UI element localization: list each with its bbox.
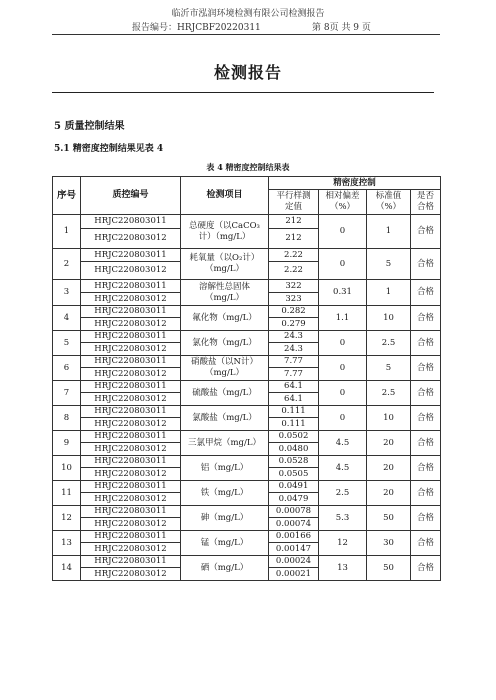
relative-deviation: 13: [319, 556, 367, 581]
qc-code: HRJC220803012: [81, 568, 181, 581]
qc-code: HRJC220803011: [81, 356, 181, 368]
row-seq: 5: [53, 331, 81, 356]
page-info: 第 8页 共 9 页: [312, 23, 371, 33]
relative-deviation: 0: [319, 249, 367, 280]
test-item: 氯化物（mg/L）: [181, 331, 269, 356]
header-item: 检测项目: [181, 177, 269, 215]
relative-deviation: 0.31: [319, 280, 367, 306]
qc-code: HRJC220803012: [81, 493, 181, 506]
pass-status: 合格: [411, 456, 441, 481]
parallel-value-2: 0.00074: [269, 518, 319, 531]
standard-value: 50: [367, 506, 411, 531]
table-row: [53, 381, 441, 393]
qc-code: HRJC220803012: [81, 418, 181, 431]
row-seq: 3: [53, 280, 81, 306]
table-row: [53, 215, 441, 229]
row-seq: 8: [53, 406, 81, 431]
qc-code: HRJC220803012: [81, 518, 181, 531]
pass-status: 合格: [411, 306, 441, 331]
parallel-value-2: 0.00147: [269, 543, 319, 556]
parallel-value-2: 0.00021: [269, 568, 319, 581]
table-row: [53, 406, 441, 418]
parallel-value-2: 0.279: [269, 318, 319, 331]
pass-status: 合格: [411, 556, 441, 581]
standard-value: 10: [367, 406, 411, 431]
qc-code: HRJC220803012: [81, 318, 181, 331]
qc-code: HRJC220803011: [81, 249, 181, 262]
parallel-value-1: 0.0491: [269, 481, 319, 493]
row-seq: 4: [53, 306, 81, 331]
pass-status: 合格: [411, 481, 441, 506]
table-row: [53, 431, 441, 443]
parallel-value-1: 2.22: [269, 249, 319, 262]
test-item: 硒（mg/L）: [181, 556, 269, 581]
qc-code: HRJC220803011: [81, 381, 181, 393]
standard-value: 20: [367, 456, 411, 481]
row-seq: 14: [53, 556, 81, 581]
qc-code: HRJC220803011: [81, 481, 181, 493]
test-item: 砷（mg/L）: [181, 506, 269, 531]
table-caption: 表 4 精密度控制结果表: [206, 162, 290, 172]
parallel-value-1: 0.282: [269, 306, 319, 318]
row-seq: 12: [53, 506, 81, 531]
parallel-value-2: 0.0480: [269, 443, 319, 456]
test-item: 总硬度（以CaCO₃计）（mg/L）: [181, 215, 269, 249]
relative-deviation: 0: [319, 215, 367, 249]
qc-code: HRJC220803012: [81, 468, 181, 481]
test-item: 铝（mg/L）: [181, 456, 269, 481]
parallel-value-2: 24.3: [269, 343, 319, 356]
standard-value: 50: [367, 556, 411, 581]
parallel-value-2: 323: [269, 293, 319, 306]
standard-value: 10: [367, 306, 411, 331]
relative-deviation: 0: [319, 406, 367, 431]
table-row: [53, 249, 441, 262]
table-row: [53, 531, 441, 543]
relative-deviation: 2.5: [319, 481, 367, 506]
row-seq: 2: [53, 249, 81, 280]
header-company: 临沂市泓润环境检测有限公司检测报告: [171, 9, 325, 19]
standard-value: 20: [367, 481, 411, 506]
qc-code: HRJC220803012: [81, 368, 181, 381]
relative-deviation: 0: [319, 356, 367, 381]
parallel-value-1: 0.00166: [269, 531, 319, 543]
pass-status: 合格: [411, 381, 441, 406]
parallel-value-2: 2.22: [269, 262, 319, 280]
row-seq: 7: [53, 381, 81, 406]
qc-code: HRJC220803012: [81, 229, 181, 249]
pass-status: 合格: [411, 280, 441, 306]
parallel-value-1: 0.00024: [269, 556, 319, 568]
parallel-value-1: 7.77: [269, 356, 319, 368]
relative-deviation: 5.3: [319, 506, 367, 531]
row-seq: 1: [53, 215, 81, 249]
test-item: 硝酸盐（以N计）（mg/L）: [181, 356, 269, 381]
parallel-value-1: 24.3: [269, 331, 319, 343]
parallel-value-2: 0.0479: [269, 493, 319, 506]
test-item: 氟化物（mg/L）: [181, 306, 269, 331]
test-item: 锰（mg/L）: [181, 531, 269, 556]
pass-status: 合格: [411, 356, 441, 381]
row-seq: 13: [53, 531, 81, 556]
standard-value: 1: [367, 215, 411, 249]
row-seq: 9: [53, 431, 81, 456]
qc-code: HRJC220803011: [81, 531, 181, 543]
header-pass: 是否合格: [411, 190, 441, 215]
qc-code: HRJC220803011: [81, 506, 181, 518]
test-item: 铁（mg/L）: [181, 481, 269, 506]
header-parallel: 平行样测定值: [269, 190, 319, 215]
relative-deviation: 4.5: [319, 456, 367, 481]
relative-deviation: 12: [319, 531, 367, 556]
parallel-value-2: 0.0505: [269, 468, 319, 481]
pass-status: 合格: [411, 249, 441, 280]
table-row: [53, 331, 441, 343]
relative-deviation: 0: [319, 381, 367, 406]
table-row: [53, 506, 441, 518]
table-row: [53, 280, 441, 293]
document-title: 检测报告: [213, 63, 282, 82]
parallel-value-1: 64.1: [269, 381, 319, 393]
standard-value: 1: [367, 280, 411, 306]
parallel-value-2: 64.1: [269, 393, 319, 406]
header-std: 标准值（%）: [367, 190, 411, 215]
relative-deviation: 0: [319, 331, 367, 356]
pass-status: 合格: [411, 506, 441, 531]
parallel-value-2: 7.77: [269, 368, 319, 381]
header-rel-dev: 相对偏差（%）: [319, 190, 367, 215]
pass-status: 合格: [411, 215, 441, 249]
header-divider: [52, 34, 440, 35]
relative-deviation: 4.5: [319, 431, 367, 456]
table-row: [53, 481, 441, 493]
test-item: 氯酸盐（mg/L）: [181, 406, 269, 431]
parallel-value-1: 212: [269, 215, 319, 229]
table-row: [53, 356, 441, 368]
standard-value: 2.5: [367, 381, 411, 406]
test-item: 耗氧量（以O₂计）（mg/L）: [181, 249, 269, 280]
parallel-value-2: 212: [269, 229, 319, 249]
table-row: [53, 306, 441, 318]
header-precision-group: 精密度控制: [269, 177, 441, 190]
qc-code: HRJC220803011: [81, 431, 181, 443]
qc-code: HRJC220803011: [81, 331, 181, 343]
qc-code: HRJC220803011: [81, 280, 181, 293]
qc-code: HRJC220803012: [81, 262, 181, 280]
precision-control-table: [52, 176, 441, 581]
standard-value: 5: [367, 356, 411, 381]
qc-code: HRJC220803012: [81, 393, 181, 406]
title-divider: [52, 92, 434, 93]
header-meta: [0, 20, 496, 32]
qc-code: HRJC220803011: [81, 456, 181, 468]
qc-code: HRJC220803011: [81, 215, 181, 229]
header-qc-code: 质控编号: [81, 177, 181, 215]
relative-deviation: 1.1: [319, 306, 367, 331]
standard-value: 30: [367, 531, 411, 556]
test-item: 溶解性总固体（mg/L）: [181, 280, 269, 306]
pass-status: 合格: [411, 531, 441, 556]
table-row: [53, 456, 441, 468]
parallel-value-1: 322: [269, 280, 319, 293]
row-seq: 11: [53, 481, 81, 506]
parallel-value-1: 0.00078: [269, 506, 319, 518]
row-seq: 10: [53, 456, 81, 481]
parallel-value-1: 0.0502: [269, 431, 319, 443]
standard-value: 2.5: [367, 331, 411, 356]
report-number: 报告编号：HRJCBF20220311: [132, 23, 261, 33]
row-seq: 6: [53, 356, 81, 381]
standard-value: 5: [367, 249, 411, 280]
test-item: 三氯甲烷（mg/L）: [181, 431, 269, 456]
parallel-value-1: 0.111: [269, 406, 319, 418]
pass-status: 合格: [411, 331, 441, 356]
header-seq: 序号: [53, 177, 81, 215]
test-item: 硫酸盐（mg/L）: [181, 381, 269, 406]
section-heading-5-1: 5.1 精密度控制结果见表 4: [54, 144, 164, 154]
qc-code: HRJC220803012: [81, 343, 181, 356]
parallel-value-1: 0.0528: [269, 456, 319, 468]
table-row: [53, 556, 441, 568]
qc-code: HRJC220803012: [81, 543, 181, 556]
qc-code: HRJC220803012: [81, 293, 181, 306]
section-heading-5: 5 质量控制结果: [54, 121, 125, 132]
standard-value: 20: [367, 431, 411, 456]
pass-status: 合格: [411, 406, 441, 431]
qc-code: HRJC220803012: [81, 443, 181, 456]
qc-code: HRJC220803011: [81, 406, 181, 418]
qc-code: HRJC220803011: [81, 556, 181, 568]
qc-code: HRJC220803011: [81, 306, 181, 318]
parallel-value-2: 0.111: [269, 418, 319, 431]
pass-status: 合格: [411, 431, 441, 456]
